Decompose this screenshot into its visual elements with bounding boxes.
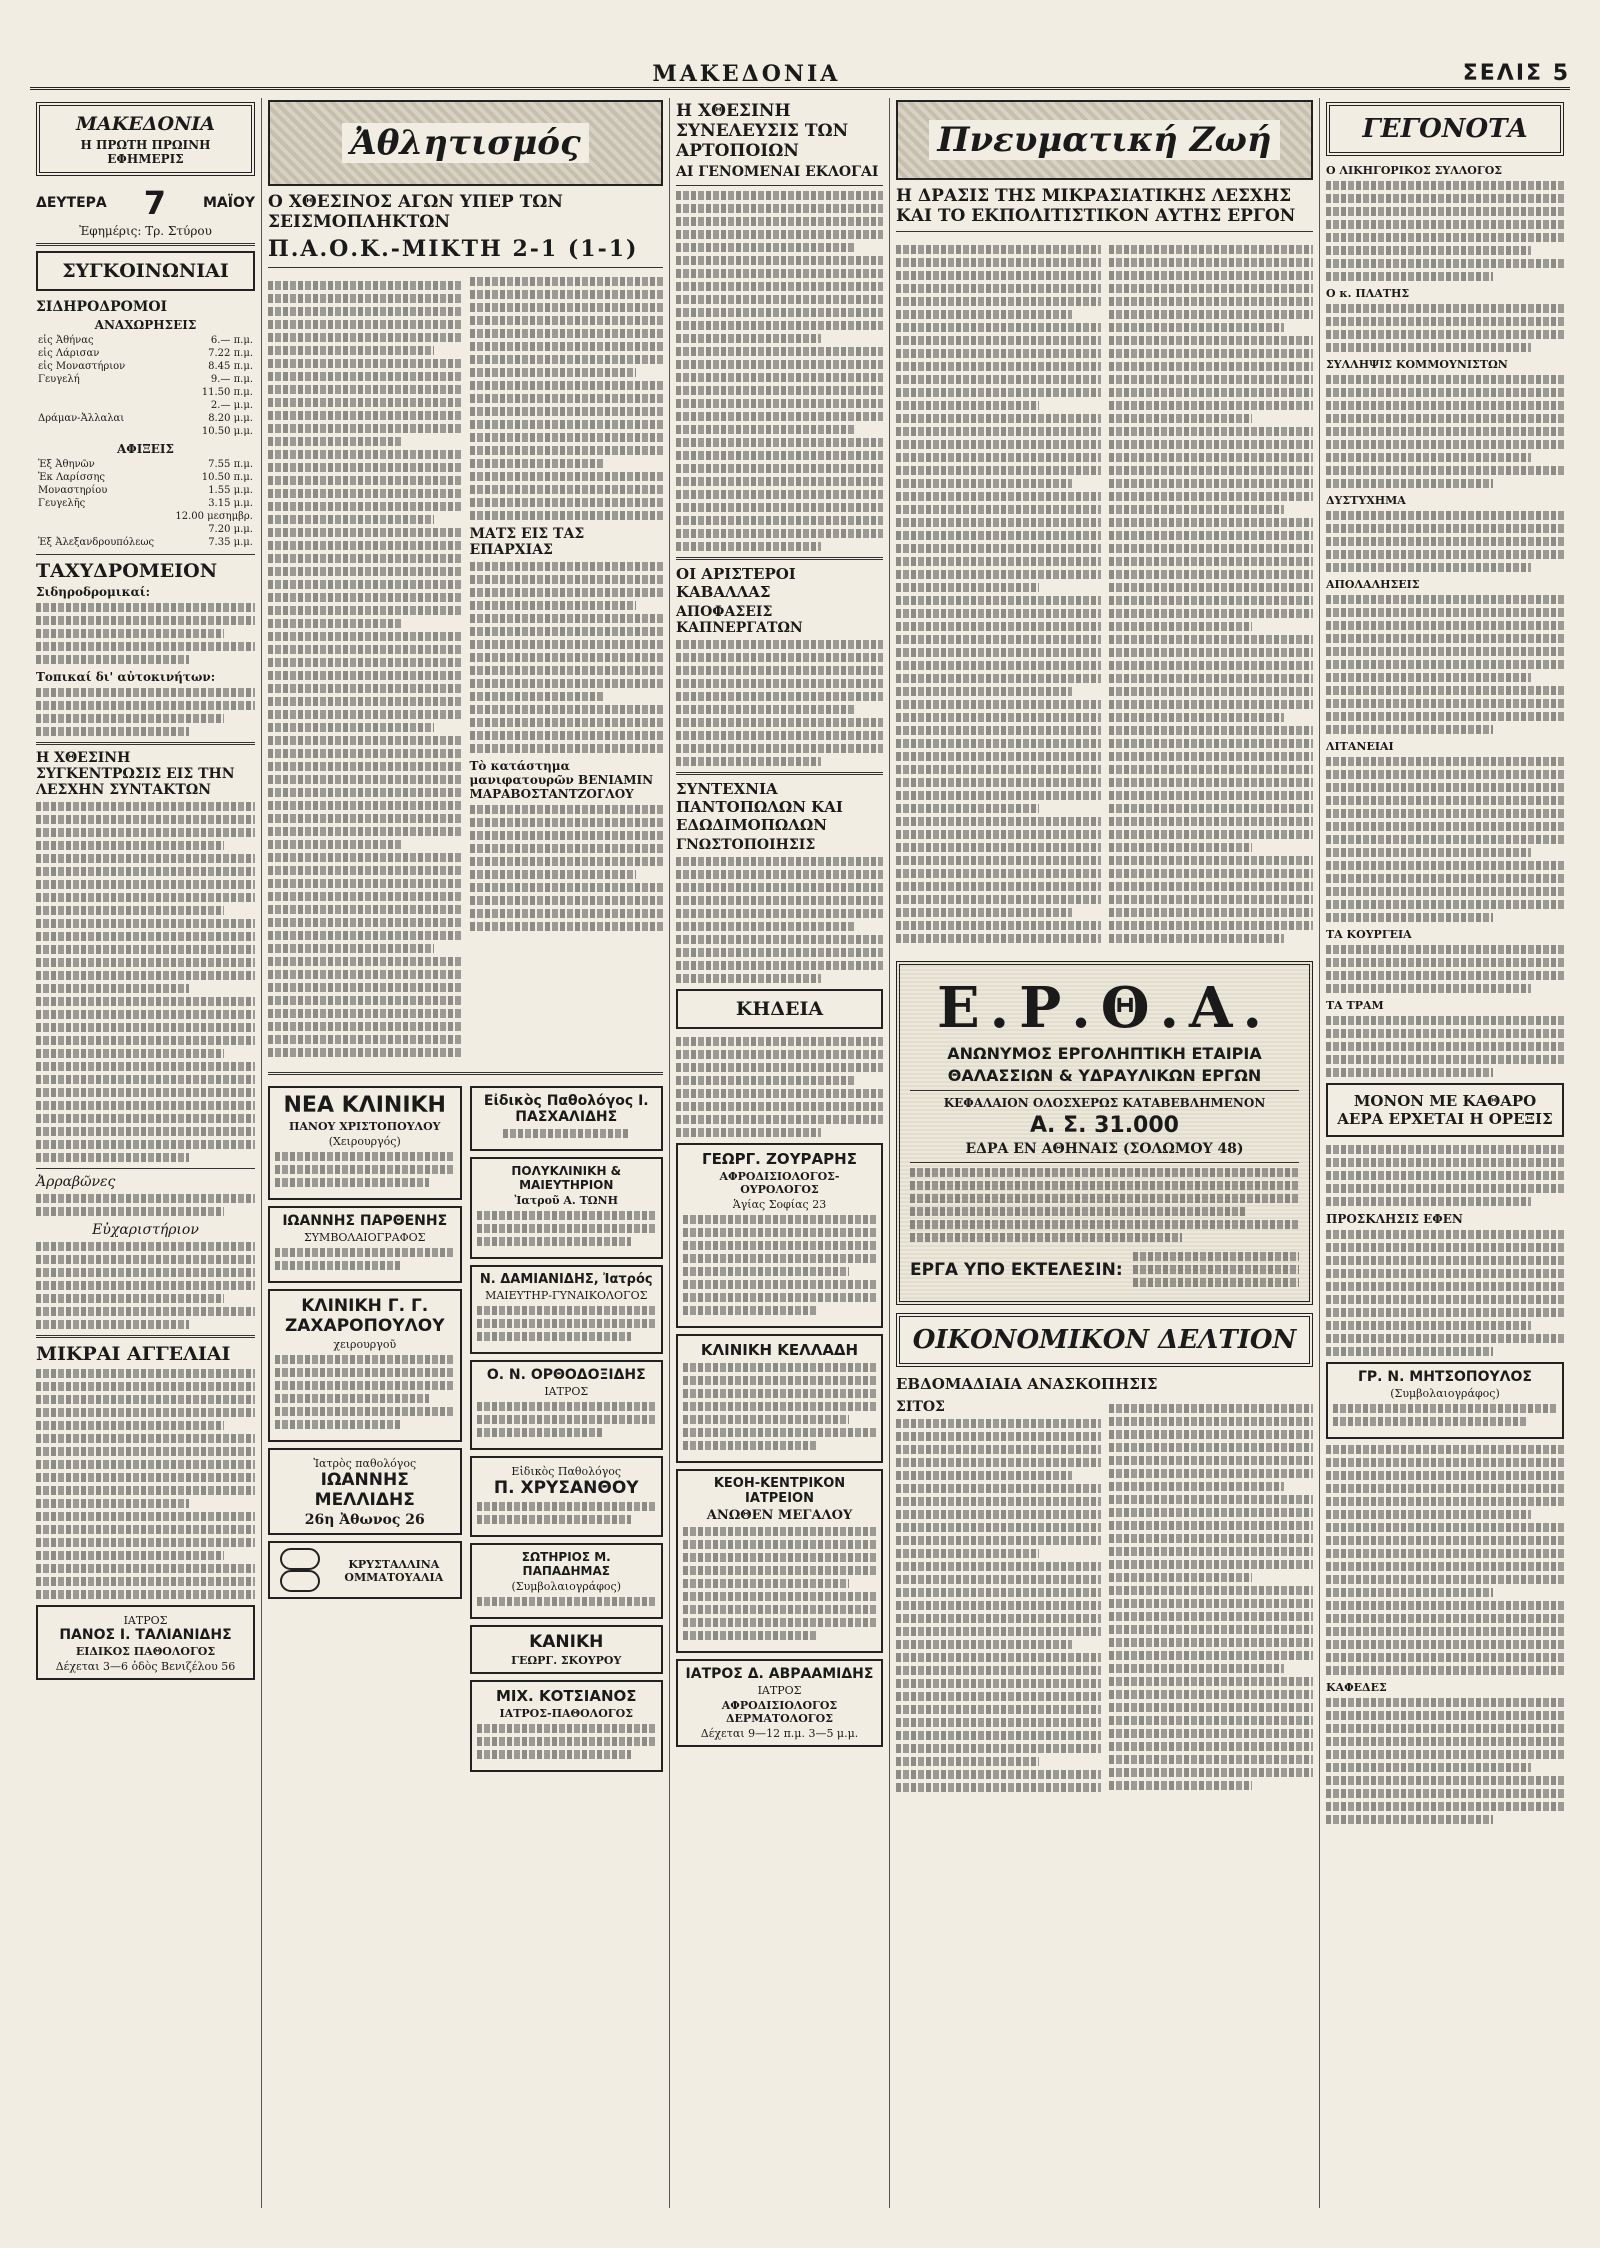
- ad-avraamidis-sub: ΑΦΡΟΔΙΣΙΟΛΟΓΟΣ ΔΕΡΜΑΤΟΛΟΓΟΣ: [721, 1699, 838, 1725]
- doctor-ad-label: ΙΑΤΡΟΣ: [123, 1614, 168, 1627]
- ad-papadimas-title: ΣΩΤΗΡΙΟΣ Μ. ΠΑΠΑΔΗΜΑΣ: [521, 1550, 611, 1578]
- table-cell: Ἐκ Λαρίσσης: [38, 472, 105, 483]
- title-box-sub: Η ΠΡΩΤΗ ΠΡΩΙΝΗ ΕΦΗΜΕΡΙΣ: [80, 138, 211, 166]
- departures-table: [36, 334, 255, 438]
- provinces-heading: ΜΑΤΣ ΕΙΣ ΤΑΣ ΕΠΑΡΧΙΑΣ: [469, 526, 585, 558]
- table-row: [36, 347, 255, 360]
- ad-optics-label: ΚΡΥΣΤΑΛΛΙΝΑ ΟΜΜΑΤΟΥΑΛΙΑ: [344, 1558, 444, 1584]
- arrivals-heading: ΑΦΙΞΕΙΣ: [116, 442, 175, 456]
- fresh-air-heading: ΜΟΝΟΝ ΜΕ ΚΑΘΑΡΟ ΑΕΡΑ ΕΡΧΕΤΑΙ Η ΟΡΕΞΙΣ: [1337, 1092, 1553, 1128]
- erfa-ad-line-1: ΑΝΩΝΥΜΟΣ ΕΡΓΟΛΗΠΤΙΚΗ ΕΤΑΙΡΙΑ: [947, 1044, 1262, 1063]
- table-cell: 2.— μ.μ.: [210, 400, 253, 411]
- ad-mellidis-addr: 26η Ἀθωνος 26: [304, 1512, 425, 1528]
- doctor-ad-spec: ΕΙΔΙΚΟΣ ΠΑΘΟΛΟΓΟΣ: [75, 1645, 216, 1658]
- column-3: [670, 98, 890, 2208]
- table-cell: 1.55 μ.μ.: [208, 485, 253, 496]
- top-bar: [30, 60, 1570, 90]
- invitation-heading: ΠΡΟΣΚΛΗΣΙΣ ΕΦΕΝ: [1326, 1212, 1463, 1226]
- table-row: [36, 360, 255, 373]
- sports-article: [268, 273, 663, 1067]
- masthead: ΜΑΚΕΔΟΝΙΑ: [652, 60, 841, 87]
- ad-parthenis-title: ΙΩΑΝΝΗΣ ΠΑΡΘΕΝΗΣ: [282, 1213, 448, 1229]
- ad-kelladi-title: ΚΛΙΝΙΚΗ ΚΕΛΛΑΔΗ: [700, 1341, 859, 1359]
- ad-avraamidis-title: ΙΑΤΡΟΣ Δ. ΑΒΡΑΑΜΙΔΗΣ: [685, 1666, 874, 1682]
- ad-avraamidis: [676, 1659, 883, 1747]
- table-row: [36, 373, 255, 386]
- table-cell: [36, 510, 166, 523]
- table-cell: Γευγελή: [38, 374, 80, 385]
- rail-heading: ΣΙΔΗΡΟΔΡΟΜΟΙ: [36, 299, 168, 315]
- column-1: [30, 98, 262, 2208]
- ad-chrysanthou-spec: Εἰδικὸς Παθολόγος: [511, 1465, 622, 1478]
- transport-heading-box: [36, 251, 255, 291]
- collection-heading: Η ΧΘΕΣΙΝΗ ΣΥΓΚΕΝΤΡΩΣΙΣ ΕΙΣ ΤΗΝ ΛΕΣΧΗΝ ΣΥΝΤΑΚΤΩΝ: [36, 750, 235, 798]
- funeral-box: [676, 989, 883, 1029]
- table-row: [36, 523, 255, 536]
- rail-post-heading: Σιδηροδρομικαί:: [36, 585, 151, 599]
- table-cell: Ἐξ Ἀθηνῶν: [38, 459, 95, 470]
- ad-kentriko-title: ΚΕΟΗ-ΚΕΝΤΡΙΚΟΝ ΙΑΤΡΕΙΟΝ: [713, 1476, 846, 1506]
- ad-skourou: [470, 1625, 664, 1674]
- table-cell: εἰς Λάρισαν: [38, 348, 100, 359]
- table-cell: 7.22 π.μ.: [208, 348, 253, 359]
- ad-orthodoxidis-spec: ΙΑΤΡΟΣ: [544, 1385, 589, 1398]
- date-num: 7: [143, 184, 166, 222]
- table-row: [36, 471, 255, 484]
- table-cell: Μοναστηρίου: [38, 485, 108, 496]
- table-cell: Ἐξ Ἀλεξανδρουπόλεως: [38, 537, 155, 548]
- asia-minor-article: [896, 237, 1313, 953]
- ad-orthodoxidis: [470, 1360, 664, 1450]
- culture-banner-title: Πνευματική Ζωή: [929, 120, 1279, 160]
- ad-zacharopoulou-spec: χειρουργοῦ: [333, 1338, 397, 1351]
- table-cell: 8.45 π.μ.: [208, 361, 253, 372]
- weekly-review: ΕΒΔΟΜΑΔΙΑΙΑ ΑΝΑΣΚΟΠΗΣΙΣ: [896, 1375, 1158, 1393]
- economic-article: [896, 1396, 1313, 1800]
- table-cell: 10.50 π.μ.: [201, 472, 253, 483]
- kavala-sub: ΑΠΟΦΑΣΕΙΣ ΚΑΠΝΕΡΓΑΤΩΝ: [676, 604, 803, 636]
- ad-damianidis-title: Ν. ΔΑΜΙΑΝΙΔΗΣ, Ἰατρός: [479, 1272, 653, 1287]
- table-cell: 10.50 μ.μ.: [201, 426, 253, 437]
- ad-kentriko-sub: ΑΝΩΘΕΝ ΜΕΓΑΛΟΥ: [706, 1508, 853, 1523]
- wheat-heading: ΣΙΤΟΣ: [896, 1399, 945, 1415]
- releases-heading: ΑΠΟΛΑΛΗΣΕΙΣ: [1326, 578, 1420, 591]
- ad-mitsopoulos: [1326, 1362, 1564, 1439]
- table-row: [36, 510, 255, 523]
- title-box-name: ΜΑΚΕΔΟΝΙΑ: [75, 113, 216, 135]
- local-post-heading: Τοπικαί δι' αὐτοκινήτων:: [36, 670, 216, 684]
- ad-zourari-title: ΓΕΩΡΓ. ΖΟΥΡΑΡΗΣ: [702, 1150, 857, 1168]
- transport-heading: ΣΥΓΚΟΙΝΩΝΙΑΙ: [62, 260, 229, 282]
- ad-kelladi: [676, 1334, 883, 1463]
- korgeia-heading: ΤΑ ΚΟΥΡΓΕΙΑ: [1326, 928, 1412, 941]
- ad-orthodoxidis-title: Ο. Ν. ΟΡΘΟΔΟΞΙΔΗΣ: [486, 1367, 646, 1383]
- ad-kotsianos-title: ΜΙΧ. ΚΟΤΣΙΑΝΟΣ: [495, 1687, 637, 1705]
- erfa-ad-seat: ΕΔΡΑ ΕΝ ΑΘΗΝΑΙΣ (ΣΟΛΩΜΟΥ 48): [965, 1141, 1244, 1157]
- ad-nea-kliniki-title: ΝΕΑ ΚΛΙΝΙΚΗ: [283, 1093, 446, 1118]
- platis-heading: Ο κ. ΠΛΑΤΗΣ: [1326, 287, 1410, 300]
- erfa-ad-works: ΕΡΓΑ ΥΠΟ ΕΚΤΕΛΕΣΙΝ:: [910, 1259, 1123, 1280]
- doctor-ad-name: ΠΑΝΟΣ Ι. ΤΑΛΙΑΝΙΔΗΣ: [59, 1627, 232, 1643]
- bakers-heading: Η ΧΘΕΣΙΝΗ ΣΥΝΕΛΕΥΣΙΣ ΤΩΝ ΑΡΤΟΠΟΙΩΝ: [676, 101, 849, 161]
- date-month: ΜΑΪΟΥ: [202, 195, 255, 211]
- ad-polykliniki-title: ΠΟΛΥΚΛΙΝΙΚΗ & ΜΑΙΕΥΤΗΡΙΟΝ: [511, 1164, 622, 1192]
- asia-minor-heading: Η ΔΡΑΣΙΣ ΤΗΣ ΜΙΚΡΑΣΙΑΤΙΚΗΣ ΛΕΣΧΗΣ ΚΑΙ ΤΟ ΕΚΠΟΛΙΤΙΣΤΙΚΟΝ ΑΥΤΗΣ ΕΡΓΟΝ: [896, 186, 1296, 226]
- column-2: [262, 98, 670, 2208]
- table-row: [36, 497, 255, 510]
- title-box: [36, 102, 255, 176]
- ad-zacharopoulou-title: ΚΛΙΝΙΚΗ Γ. Γ. ΖΑΧΑΡΟΠΟΥΛΟΥ: [284, 1296, 445, 1336]
- sports-heading-2: Π.Α.Ο.Κ.-ΜΙΚΤΗ 2-1 (1-1): [268, 236, 639, 262]
- sports-heading-1: Ο ΧΘΕΣΙΝΟΣ ΑΓΩΝ ΥΠΕΡ ΤΩΝ ΣΕΙΣΜΟΠΛΗΚΤΩΝ: [268, 192, 563, 232]
- table-cell: 7.20 μ.μ.: [208, 524, 253, 535]
- engagement-heading: Ἀρραβῶνες: [36, 1174, 116, 1190]
- erfa-ad-name: Ε.Ρ.Θ.Α.: [936, 975, 1272, 1041]
- column-4: [890, 98, 1320, 2208]
- erfa-ad-line-2: ΘΑΛΑΣΣΙΩΝ & ΥΔΡΑΥΛΙΚΩΝ ΕΡΓΩΝ: [947, 1066, 1262, 1085]
- ad-kotsianos: [470, 1680, 664, 1772]
- date-day: ΔΕΥΤΕΡΑ: [36, 195, 107, 211]
- ad-avraamidis-hours: Δέχεται 9—12 π.μ. 3—5 μ.μ.: [700, 1727, 859, 1740]
- edition-line: Ἐφημέρις: Τρ. Στύρου: [79, 224, 212, 238]
- table-cell: [36, 386, 172, 399]
- ad-chrysanthou: [470, 1456, 664, 1537]
- culture-banner: [896, 100, 1313, 180]
- grocers-sub: ΓΝΩΣΤΟΠΟΙΗΣΙΣ: [676, 837, 816, 853]
- table-row: [36, 386, 255, 399]
- ad-mellidis-title: ΙΩΑΝΝΗΣ ΜΕΛΛΙΔΗΣ: [314, 1470, 415, 1510]
- ad-parthenis-spec: ΣΥΜΒΟΛΑΙΟΓΡΑΦΟΣ: [304, 1231, 426, 1244]
- table-cell: εἰς Ἀθήνας: [38, 335, 94, 346]
- ad-damianidis-spec: ΜΑΙΕΥΤΗΡ-ΓΥΝΑΙΚΟΛΟΓΟΣ: [485, 1289, 648, 1302]
- erfa-ad-capital-label: ΚΕΦΑΛΑΙΟΝ ΟΛΟΣΧΕΡΩΣ ΚΑΤΑΒΕΒΛΗΜΕΝΟΝ: [943, 1096, 1266, 1110]
- table-cell: Δράμαν-Ἀλλαλαι: [38, 413, 125, 424]
- ad-paschalidis: [470, 1086, 664, 1151]
- date-line: [36, 184, 255, 222]
- lodge-heading: Ο ΛΙΚΗΓΟΡΙΚΟΣ ΣΥΛΛΟΓΟΣ: [1326, 164, 1503, 177]
- table-cell: 7.55 π.μ.: [208, 459, 253, 470]
- sports-banner: [268, 100, 663, 186]
- ad-skourou-title: ΚΑΝΙΚΗ: [529, 1632, 604, 1652]
- ad-zourari-spec: ΑΦΡΟΔΙΣΙΟΛΟΓΟΣ-ΟΥΡΟΛΟΓΟΣ: [719, 1170, 840, 1196]
- ad-zourari: [676, 1143, 883, 1328]
- ad-chrysanthou-title: Π. ΧΡΥΣΑΝΘΟΥ: [493, 1478, 639, 1498]
- ad-nea-kliniki-spec: (Χειρουργός): [328, 1135, 401, 1148]
- ad-mitsopoulos-title: ΓΡ. Ν. ΜΗΤΣΟΠΟΥΛΟΣ: [1357, 1369, 1532, 1385]
- page-number: ΣΕΛΙΣ 5: [1462, 61, 1570, 86]
- ad-mellidis: [268, 1448, 462, 1535]
- table-row: [36, 334, 255, 347]
- table-cell: 8.20 μ.μ.: [208, 413, 253, 424]
- table-cell: 12.00 μεσημβρ.: [175, 511, 253, 522]
- ad-papadimas-spec: (Συμβολαιογράφος): [511, 1580, 621, 1593]
- table-cell: 7.35 μ.μ.: [208, 537, 253, 548]
- table-cell: [36, 399, 172, 412]
- spectacles-icon: [275, 1548, 325, 1592]
- bakers-sub: ΑΙ ΓΕΝΟΜΕΝΑΙ ΕΚΛΟΓΑΙ: [676, 164, 879, 180]
- accident-heading: ΔΥΣΤΥΧΗΜΑ: [1326, 494, 1406, 507]
- table-cell: [36, 425, 172, 438]
- thanks-heading: Εὐχαριστήριον: [92, 1222, 199, 1238]
- table-cell: Γευγελῆς: [38, 498, 86, 509]
- departures-heading: ΑΝΑΧΩΡΗΣΕΙΣ: [94, 318, 197, 332]
- news-box: [1326, 102, 1564, 156]
- ad-zacharopoulou: [268, 1289, 462, 1442]
- table-row: [36, 399, 255, 412]
- ad-parthenis: [268, 1206, 462, 1283]
- ad-kotsianos-spec: ΙΑΤΡΟΣ-ΠΑΘΟΛΟΓΟΣ: [499, 1707, 633, 1720]
- grocers-heading: ΣΥΝΤΕΧΝΙΑ ΠΑΝΤΟΠΩΛΩΝ ΚΑΙ ΕΔΩΔΙΜΟΠΩΛΩΝ: [676, 780, 843, 834]
- tram-heading: ΤΑ ΤΡΑΜ: [1326, 999, 1384, 1012]
- table-cell: 11.50 π.μ.: [201, 387, 253, 398]
- erfa-ad: [896, 961, 1313, 1305]
- ad-paschalidis-title: Εἰδικὸς Παθολόγος Ι. ΠΑΣΧΑΛΙΔΗΣ: [483, 1093, 649, 1125]
- table-row: [36, 412, 255, 425]
- ad-nea-kliniki: [268, 1086, 462, 1200]
- ad-avraamidis-spec: ΙΑΤΡΟΣ: [757, 1684, 802, 1697]
- ad-nea-kliniki-name: ΠΑΝΟΥ ΧΡΙΣΤΟΠΟΥΛΟΥ: [288, 1120, 441, 1133]
- doctor-ad-hours: Δέχεται 3—6 ὁδὸς Βενιζέλου 56: [55, 1660, 236, 1673]
- ad-polykliniki-spec: Ἰατροῦ Α. ΤΩΝΗ: [514, 1194, 619, 1207]
- table-cell: 6.— π.μ.: [210, 335, 253, 346]
- economic-banner: [896, 1313, 1313, 1367]
- communists-heading: ΣΥΛΛΗΨΙΣ ΚΟΜΜΟΥΝΙΣΤΩΝ: [1326, 358, 1508, 371]
- news-heading: ΓΕΓΟΝΟΤΑ: [1362, 114, 1528, 144]
- doctor-ad: [36, 1605, 255, 1680]
- erfa-ad-capital: Α. Σ. 31.000: [1030, 1113, 1179, 1138]
- ad-skourou-name: ΓΕΩΡΓ. ΣΚΟΥΡΟΥ: [511, 1654, 622, 1667]
- post-heading: ΤΑΧΥΔΡΟΜΕΙΟΝ: [36, 560, 218, 582]
- ad-papadimas: [470, 1543, 664, 1619]
- kavala-heading: ΟΙ ΑΡΙΣΤΕΡΟΙ ΚΑΒΑΛΛΑΣ: [676, 565, 796, 601]
- table-cell: εἰς Μοναστήριον: [38, 361, 126, 372]
- sports-banner-title: Ἀθλητισμός: [342, 123, 588, 163]
- manifest-heading: Τὸ κατάστημα μανιφατουρῶν ΒΕΝΙΑΜΙΝ ΜΑΡΑΒΟΣΤΑΝΤΖΟΓΛΟΥ: [469, 759, 654, 801]
- economic-heading: ΟΙΚΟΝΟΜΙΚΟΝ ΔΕΛΤΙΟΝ: [912, 1325, 1297, 1355]
- column-5: [1320, 98, 1570, 2208]
- ad-kentriko-iatreio: [676, 1469, 883, 1653]
- ad-zourari-addr: Ἁγίας Σοφίας 23: [732, 1198, 827, 1211]
- fresh-air-box: [1326, 1083, 1564, 1137]
- table-cell: 3.15 μ.μ.: [208, 498, 253, 509]
- coffee-heading: ΚΑΦΕΔΕΣ: [1326, 1681, 1387, 1694]
- ad-optics: [268, 1541, 462, 1599]
- litanies-heading: ΛΙΤΑΝΕΙΑΙ: [1326, 740, 1394, 753]
- table-row: [36, 425, 255, 438]
- table-row: [36, 458, 255, 471]
- table-cell: [36, 523, 166, 536]
- arrivals-table: [36, 458, 255, 549]
- table-row: [36, 536, 255, 549]
- ad-polykliniki: [470, 1157, 664, 1259]
- ad-mellidis-spec: Ἰατρὸς παθολόγος: [313, 1457, 417, 1470]
- ad-damianidis: [470, 1265, 664, 1354]
- table-cell: 9.— π.μ.: [210, 374, 253, 385]
- small-ads-heading: ΜΙΚΡΑΙ ΑΓΓΕΛΙΑΙ: [36, 1343, 231, 1365]
- funeral-heading: ΚΗΔΕΙΑ: [735, 998, 824, 1020]
- column-2-ads: [268, 1080, 663, 1778]
- ad-mitsopoulos-spec: (Συμβολαιογράφος): [1390, 1387, 1500, 1400]
- table-row: [36, 484, 255, 497]
